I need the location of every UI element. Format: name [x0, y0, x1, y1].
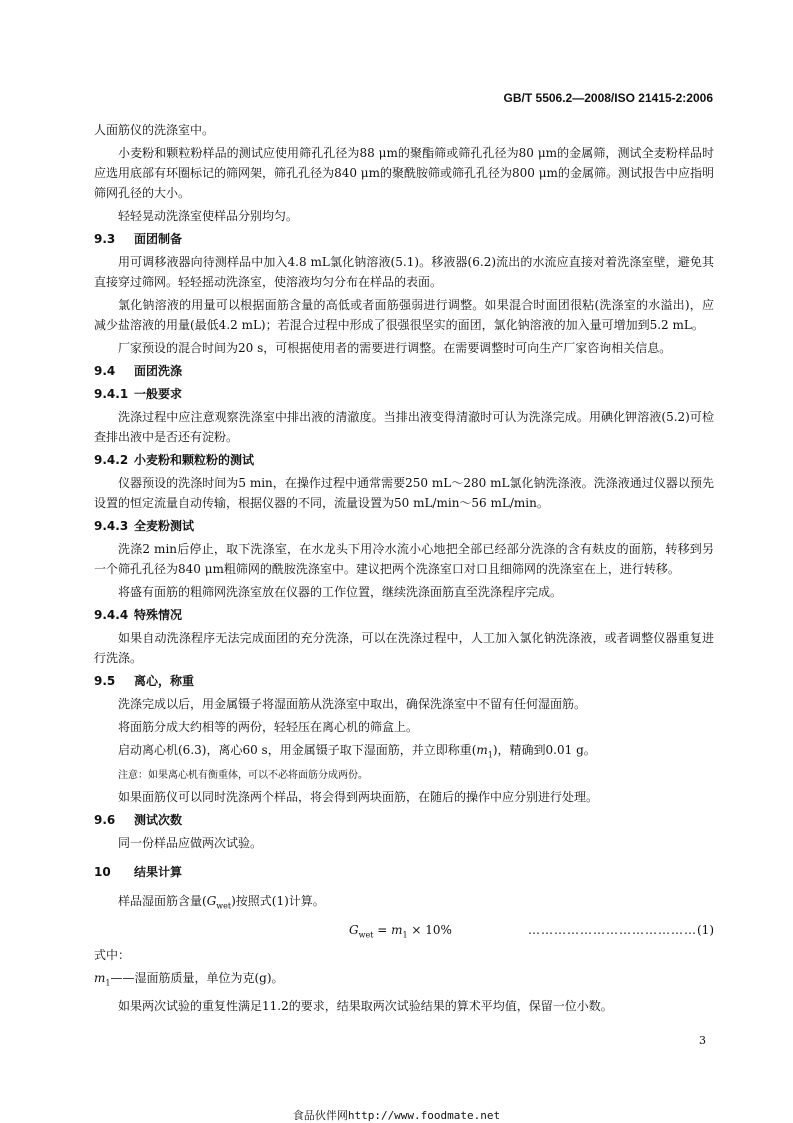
variable-definition	[94, 968, 714, 993]
formula-lhs: G	[349, 922, 359, 937]
subscript: wet	[358, 930, 374, 940]
note: 注意：如果离心机有衡重体，可以不必将面筋分成两份。	[118, 770, 368, 782]
formula-1	[94, 920, 714, 942]
section-heading-9-5	[94, 671, 714, 691]
paragraph	[94, 740, 714, 765]
section-number: 9.3	[94, 232, 116, 246]
subscript: wet	[216, 901, 232, 911]
section-heading-9-4-1	[94, 384, 714, 404]
paragraph: 洗涤过程中应注意观察洗涤室中排出液的清澈度。当排出液变得清澈时可认为洗涤完成。用碘化钾溶液(5.2)可检查排出液中是否还有淀粉。	[94, 410, 714, 444]
definition-text: ——湿面筋质量，单位为克(g)。	[110, 970, 284, 985]
paragraph: 氯化钠溶液的用量可以根据面筋含量的高低或者面筋强弱进行调整。如果混合时面团很粘(洗涤室的水溢出)，应减少盐溶液的用量(最低4.2 mL)；若混合过程中形成了很强很坚实的面团，氯化钠溶液的加入量可增加到5.2 mL。	[94, 298, 714, 332]
leader-dots: …………………………………	[528, 922, 697, 937]
section-heading-9-6	[94, 810, 714, 830]
variable: G	[206, 894, 217, 909]
section-title: 面团洗涤	[134, 364, 183, 378]
section-title: 离心，称重	[134, 674, 195, 688]
paragraph: 厂家预设的混合时间为20 s，可根据使用者的需要进行调整。在需要调整时可向生产厂家咨询相关信息。	[118, 341, 672, 355]
paragraph: 将面筋分成大约相等的两份，轻轻压在离心机的筛盒上。	[118, 720, 419, 734]
formula-expression	[349, 920, 452, 945]
section-heading-9-4	[94, 361, 714, 381]
paragraph: 如果两次试验的重复性满足11.2的要求，结果取两次试验结果的算术平均值，保留一位小数。	[118, 999, 613, 1014]
equals-sign: =	[373, 922, 392, 937]
section-title: 面团制备	[134, 232, 183, 246]
standard-code-header: GB/T 5506.2—2008/ISO 21415-2:2006	[503, 91, 713, 105]
footer-watermark: 食品伙伴网http://www.foodmate.net	[292, 1109, 501, 1122]
formula-rhs-var: m	[391, 922, 403, 937]
paragraph: 仪器预设的洗涤时间为5 min，在操作过程中通常需要250 mL～280 mL氯化钠洗涤液。洗涤液通过仪器以预先设置的恒定流量自动传输，根据仪器的不同，流量设置为50 mL/min～56 mL/min。	[94, 476, 714, 510]
section-title: 结果计算	[134, 865, 183, 880]
where-label: 式中：	[94, 947, 131, 962]
section-number: 10	[94, 865, 111, 880]
paragraph: 人面筋仪的洗涤室中。	[94, 123, 215, 137]
text-run: 启动离心机(6.3)，离心60 s，用金属镊子取下湿面筋，并立即称重(	[118, 743, 477, 757]
variable: m	[476, 743, 488, 757]
paragraph: 轻轻晃动洗涤室使样品分别均匀。	[118, 209, 299, 223]
text-run: )，精确到0.01 g。	[492, 743, 596, 757]
paragraph: 同一份样品应做两次试验。	[118, 836, 263, 851]
section-heading-9-4-2	[94, 450, 714, 470]
document-body	[94, 120, 714, 1019]
text-run: )按照式(1)计算。	[231, 894, 325, 909]
text-run: 样品湿面筋含量(	[118, 894, 207, 909]
paragraph: 如果自动洗涤程序无法完成面团的充分洗涤，可以在洗涤过程中，人工加入氯化钠洗涤液，或者调整仪器重复进行洗涤。	[94, 631, 714, 665]
variable: m	[94, 970, 106, 985]
subscript: 1	[487, 750, 493, 760]
section-number: 9.5	[94, 674, 116, 688]
section-title: 特殊情况	[134, 608, 183, 622]
paragraph: 用可调移液器向待测样品中加入4.8 mL氯化钠溶液(5.1)。移液器(6.2)流出的水流应直接对着洗涤室壁，避免其直接穿过筛网。轻轻摇动洗涤室，使溶液均匀分布在样品的表面。	[94, 255, 714, 289]
paragraph: 将盛有面筋的粗筛网洗涤室放在仪器的工作位置，继续洗涤面筋直至洗涤程序完成。	[118, 585, 563, 599]
section-heading-9-3	[94, 229, 714, 249]
paragraph: 洗涤2 min后停止，取下洗涤室，在水龙头下用冷水流小心地把全部已经部分洗涤的含有麸皮的面筋，转移到另一个筛孔孔径为840 μm粗筛网的酰胺洗涤室中。建议把两个洗涤室口对口且细筛网的洗涤室在上，进行转移。	[94, 542, 714, 576]
section-number: 9.6	[94, 813, 116, 828]
section-title: 小麦粉和颗粒粉的测试	[134, 453, 255, 467]
section-number: 9.4.1	[94, 387, 129, 401]
section-number: 9.4.2	[94, 453, 129, 467]
paragraph: 洗涤完成以后，用金属镊子将湿面筋从洗涤室中取出，确保洗涤室中不留有任何湿面筋。	[118, 697, 587, 711]
section-number: 9.4.4	[94, 608, 129, 622]
formula-number	[528, 920, 714, 940]
section-title: 全麦粉测试	[134, 519, 195, 533]
section-number: 9.4.3	[94, 519, 129, 533]
section-heading-9-4-3	[94, 516, 714, 536]
section-heading-9-4-4	[94, 605, 714, 625]
paragraph: 如果面筋仪可以同时洗涤两个样品，将会得到两块面筋，在随后的操作中应分别进行处理。	[118, 790, 599, 805]
paragraph	[94, 891, 714, 916]
section-number: 9.4	[94, 364, 116, 378]
subscript: 1	[105, 978, 111, 988]
section-title: 测试次数	[134, 813, 183, 828]
page-number: 3	[699, 1034, 706, 1047]
section-title: 一般要求	[134, 387, 183, 401]
formula-rhs-rest: × 10%	[407, 922, 452, 937]
subscript: 1	[402, 930, 408, 940]
paragraph: 小麦粉和颗粒粉样品的测试应使用筛孔孔径为88 μm的聚酯筛或筛孔孔径为80 μm的金属筛，测试全麦粉样品时应选用底部有环圈标记的筛网架，筛孔孔径为840 μm的聚酰胺筛或筛孔孔径为800 μm的金属筛。测试报告中应指明筛网孔径的大小。	[94, 146, 714, 200]
equation-number: (1)	[697, 922, 714, 937]
section-heading-10	[94, 862, 714, 882]
